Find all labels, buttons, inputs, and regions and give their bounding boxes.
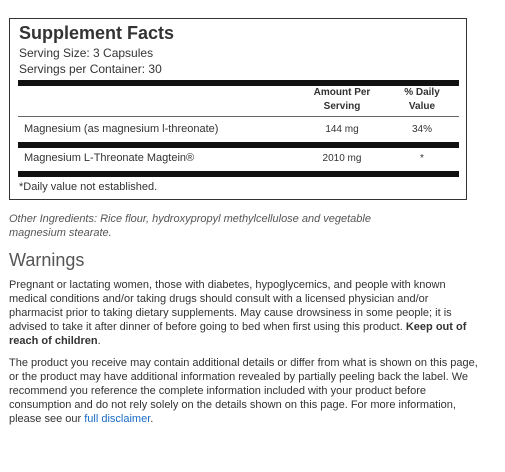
punctuation: . xyxy=(97,335,101,347)
nutrient-name: Magnesium L-Threonate Magtein® xyxy=(24,152,195,164)
supplement-facts-title: Supplement Facts xyxy=(19,23,175,43)
warnings-paragraph xyxy=(9,278,479,348)
warnings-text: Pregnant or lactating women, those with diabetes, hypoglycemics, and people with known medical conditions and/or taking drugs should consult with a licensed physician and/or pharmacist prior to taking dietary supplements. May cause drowsiness in some people; it is advised to take it after dinner of before going to bed when first using this product. xyxy=(9,279,452,333)
nutrient-daily-value: 34% xyxy=(411,124,432,135)
daily-value-header: % Daily Value xyxy=(404,87,440,112)
warnings-heading: Warnings xyxy=(9,250,85,270)
supplement-facts-panel xyxy=(9,18,467,200)
serving-size: Serving Size: 3 Capsules xyxy=(19,46,154,60)
facts-rule-thin xyxy=(18,116,459,117)
disclaimer-paragraph xyxy=(9,356,479,426)
keep-out-of-reach-text: Keep out of reach of children xyxy=(9,321,467,347)
disclaimer-text: The product you receive may contain additional details or differ from what is shown on this page, or the product may have additional information revealed by partially peeling back the label. We recommend you reference the complete information included with your product before consumption and do not rely solely on the details shown on this page. For more information, please see our xyxy=(9,357,478,425)
servings-per-container: Servings per Container: 30 xyxy=(19,62,162,76)
amount-per-serving-header: Amount Per Serving xyxy=(313,87,371,112)
nutrient-name: Magnesium (as magnesium l-threonate) xyxy=(24,123,219,135)
facts-rule-thick xyxy=(18,142,459,148)
facts-rule-thick xyxy=(18,80,459,86)
nutrient-amount: 144 mg xyxy=(325,124,359,135)
full-disclaimer-link[interactable]: full disclaimer xyxy=(84,413,151,425)
nutrient-daily-value: * xyxy=(420,153,424,164)
punctuation: . xyxy=(150,413,154,425)
facts-rule-thick xyxy=(18,171,459,177)
other-ingredients: Other Ingredients: Rice flour, hydroxypropyl methylcellulose and vegetable magnesium stearate. xyxy=(9,213,371,239)
nutrient-amount: 2010 mg xyxy=(322,153,362,164)
daily-value-footnote: *Daily value not established. xyxy=(19,181,158,193)
